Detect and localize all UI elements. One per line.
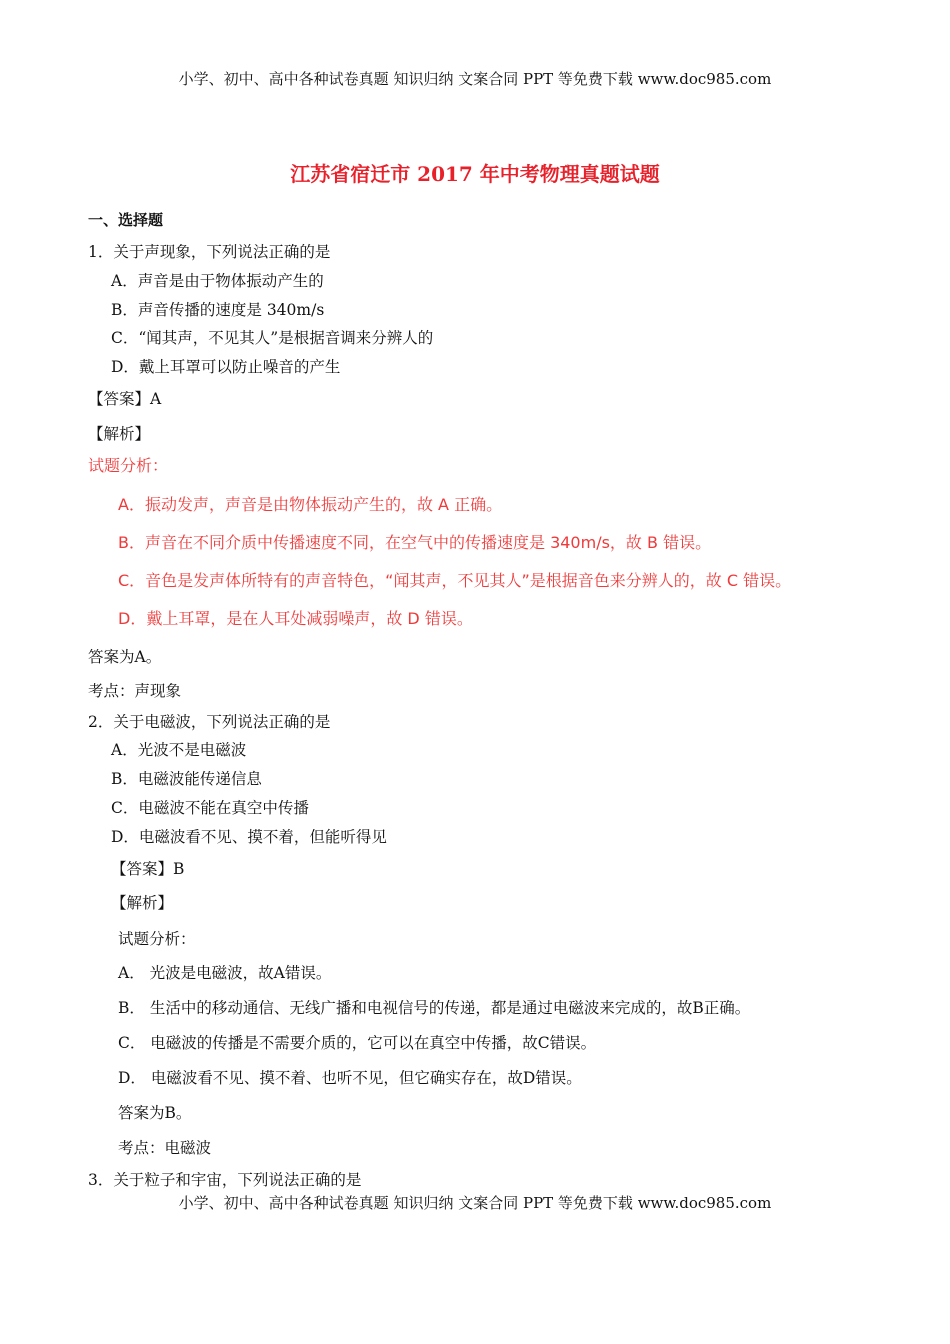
q1-point: 考点：声现象: [88, 682, 182, 700]
q1-option-a: A．声音是由于物体振动产生的: [111, 272, 324, 290]
q2-analysis-title: 试题分析：: [118, 930, 196, 948]
q2-analysis-b: B． 生活中的移动通信、无线广播和电视信号的传递，都是通过电磁波来完成的，故B正确。: [118, 999, 751, 1017]
question-3-stem: 3．关于粒子和宇宙，下列说法正确的是: [88, 1171, 362, 1189]
q2-analysis-d: D． 电磁波看不见、摸不着、也听不见，但它确实存在，故D错误。: [118, 1069, 582, 1087]
q2-option-d: D．电磁波看不见、摸不着，但能听得见: [111, 828, 387, 846]
q2-analysis-a: A． 光波是电磁波，故A错误。: [118, 964, 332, 982]
q2-point: 考点：电磁波: [118, 1139, 212, 1157]
q1-option-b: B．声音传播的速度是 340m/s: [111, 301, 325, 319]
q2-answer: 【答案】B: [111, 860, 185, 878]
q1-option-c: C．“闻其声，不见其人”是根据音调来分辨人的: [111, 329, 434, 347]
q2-conclusion: 答案为B。: [118, 1104, 192, 1122]
question-1-stem: 1．关于声现象，下列说法正确的是: [88, 243, 331, 261]
question-2-stem: 2．关于电磁波，下列说法正确的是: [88, 713, 331, 731]
q1-answer: 【答案】A: [88, 390, 162, 408]
q1-analysis-a: A．振动发声，声音是由物体振动产生的，故 A 正确。: [118, 495, 503, 514]
page-footer: 小学、初中、高中各种试卷真题 知识归纳 文案合同 PPT 等免费下载 www.doc985.com: [178, 1194, 772, 1212]
q1-analysis-title: 试题分析：: [88, 456, 169, 475]
q1-conclusion: 答案为A。: [88, 648, 162, 666]
q1-analysis-c: C．音色是发声体所特有的声音特色，“闻其声，不见其人”是根据音色来分辨人的，故 C 错误。: [118, 571, 792, 590]
q2-option-b: B．电磁波能传递信息: [111, 770, 262, 788]
q1-analysis-d: D．戴上耳罩，是在人耳处减弱噪声，故 D 错误。: [118, 609, 473, 628]
q2-option-c: C．电磁波不能在真空中传播: [111, 799, 309, 817]
q1-option-d: D．戴上耳罩可以防止噪音的产生: [111, 358, 341, 376]
q2-analysis-c: C． 电磁波的传播是不需要介质的，它可以在真空中传播，故C错误。: [118, 1034, 597, 1052]
q1-analysis-label: 【解析】: [88, 425, 151, 443]
section-heading: 一、选择题: [88, 211, 164, 229]
q2-analysis-label: 【解析】: [111, 894, 174, 912]
page-title: 江苏省宿迁市 2017 年中考物理真题试题: [290, 162, 660, 186]
q1-analysis-b: B．声音在不同介质中传播速度不同，在空气中的传播速度是 340m/s，故 B 错误。: [118, 533, 712, 552]
q2-option-a: A．光波不是电磁波: [111, 741, 247, 759]
page-header: 小学、初中、高中各种试卷真题 知识归纳 文案合同 PPT 等免费下载 www.doc985.com: [178, 70, 772, 88]
